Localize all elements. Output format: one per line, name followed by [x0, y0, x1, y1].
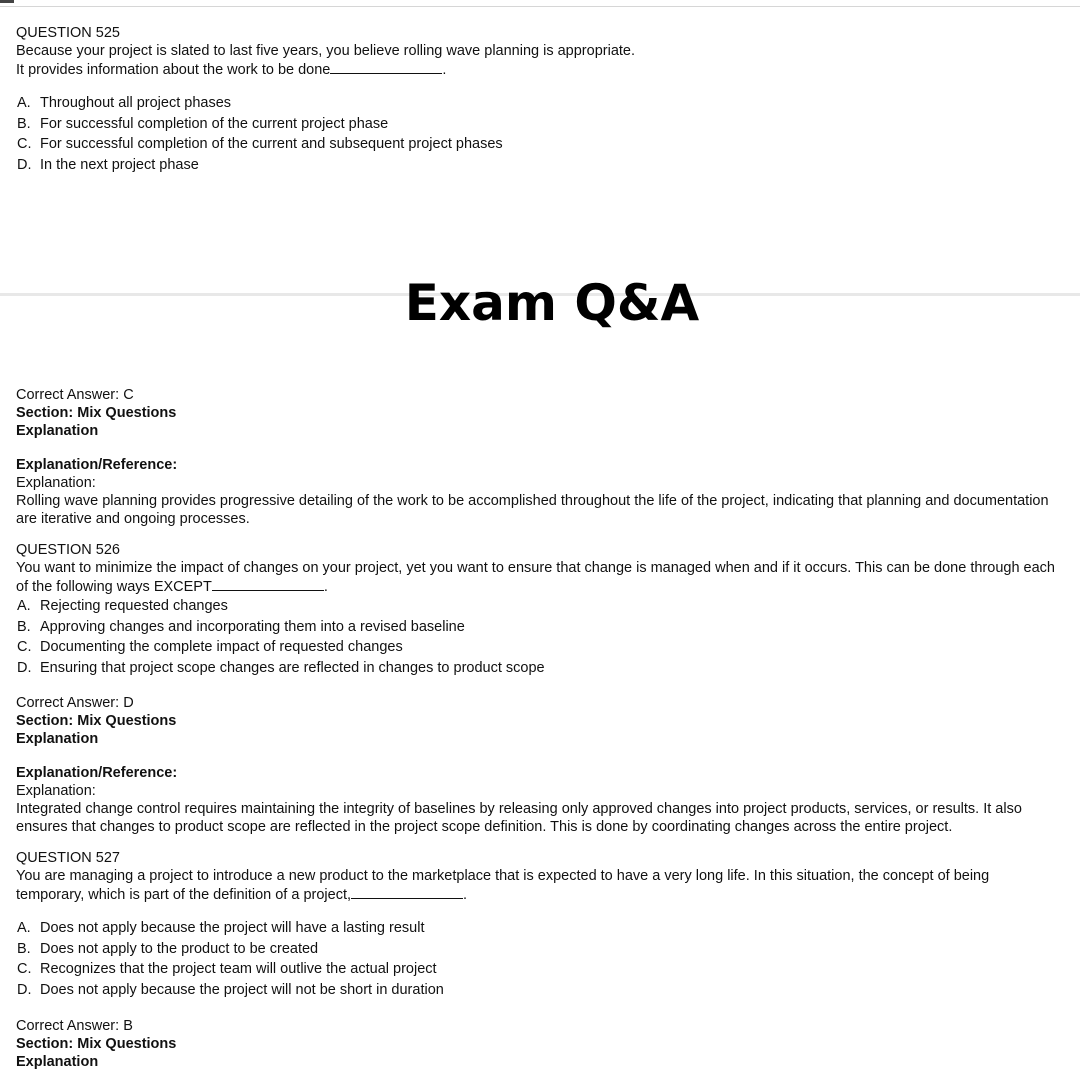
question-title: QUESTION 526 [16, 542, 120, 558]
top-page-border [0, 6, 1080, 7]
option-a [16, 93, 1066, 114]
correct-answer-value: B [123, 1017, 133, 1034]
option-letter: D. [17, 982, 32, 999]
explanation-heading: Explanation [16, 1053, 99, 1070]
section-value: Mix Questions [77, 713, 177, 729]
option-b [16, 939, 1066, 960]
option-d [16, 980, 1066, 1001]
option-letter: D. [17, 660, 32, 677]
answer-blank [351, 885, 463, 899]
section-label: Section: [16, 405, 74, 421]
option-letter: C. [17, 639, 32, 656]
answer-526 [16, 694, 1066, 836]
option-list [16, 918, 1066, 1001]
watermark-title: Exam Q&A [404, 274, 700, 332]
section [16, 712, 1066, 730]
correct-answer [16, 694, 1066, 712]
section-label: Section: [16, 1035, 74, 1052]
correct-answer-label: Correct Answer: [16, 1017, 120, 1034]
question-text-span: You are managing a project to introduce a new product to the marketplace that is expected to have a very long life. In this situation, the concept of being temporary, which is part of the definition of a project, [16, 868, 990, 903]
correct-answer-value: C [123, 387, 134, 403]
option-c [16, 959, 1066, 980]
option-letter: A. [17, 920, 31, 936]
option-text: Approving changes and incorporating them into a revised baseline [40, 618, 465, 635]
section-value: Mix Questions [77, 405, 177, 421]
option-b [16, 114, 1066, 135]
option-a [16, 596, 1066, 617]
question-text-span: It provides information about the work to be done [16, 62, 331, 78]
question-title: QUESTION 527 [16, 850, 120, 866]
explanation-heading: Explanation [16, 731, 99, 747]
answer-blank [212, 577, 324, 591]
explanation-heading: Explanation [16, 423, 99, 439]
option-text: Does not apply because the project will not be short in duration [40, 982, 444, 999]
option-text: In the next project phase [40, 157, 199, 174]
option-letter: D. [17, 157, 32, 174]
correct-answer [16, 386, 1066, 404]
option-text: For successful completion of the current project phase [40, 115, 389, 132]
reference-heading: Explanation/Reference: [16, 765, 178, 781]
question-text-line-1: Because your project is slated to last five years, you believe rolling wave planning is appropriate. [16, 43, 636, 59]
question-527 [16, 849, 1066, 1071]
explanation-text: Integrated change control requires maintaining the integrity of baselines by releasing only approved changes into project products, services, or results. It also ensures that changes to product scope are reflected in the project scope definition. This is done by coordinating changes across the entire project. [16, 801, 1022, 835]
correct-answer [16, 1017, 1066, 1035]
question-525 [16, 24, 1066, 176]
option-text: Rejecting requested changes [40, 598, 228, 614]
question-526 [16, 541, 1066, 679]
question-title: QUESTION 525 [16, 25, 120, 41]
option-c [16, 637, 1066, 658]
option-c [16, 134, 1066, 155]
option-letter: B. [17, 618, 31, 635]
option-list [16, 93, 1066, 176]
answer-525 [16, 386, 1066, 528]
reference-heading: Explanation/Reference: [16, 457, 178, 473]
option-text: Ensuring that project scope changes are reflected in changes to product scope [40, 660, 545, 677]
page-corner-mark [0, 0, 14, 3]
answer-blank [330, 60, 442, 74]
explanation-text: Rolling wave planning provides progressive detailing of the work to be accomplished throughout the life of the project, indicating that planning and documentation are iterative and ongoing processes. [16, 493, 1049, 527]
correct-answer-value: D [123, 695, 134, 711]
correct-answer-label: Correct Answer: [16, 695, 120, 711]
option-d [16, 658, 1066, 679]
section [16, 1035, 1066, 1053]
section [16, 404, 1066, 422]
explanation-label: Explanation: [16, 475, 96, 491]
correct-answer-label: Correct Answer: [16, 387, 120, 403]
option-letter: B. [17, 940, 31, 957]
question-text-span: You want to minimize the impact of changes on your project, yet you want to ensure that change is managed when and if it occurs. This can be done through each of the following ways EXCEPT [16, 560, 1055, 595]
option-letter: C. [17, 961, 32, 978]
option-list [16, 596, 1066, 679]
option-d [16, 155, 1066, 176]
question-text-line-2: It provides information about the work to be done . [16, 62, 447, 78]
question-text: You are managing a project to introduce a new product to the marketplace that is expected to have a very long life. In this situation, the concept of being temporary, which is part of the definition of a project, . [16, 868, 990, 903]
option-a [16, 918, 1066, 939]
option-text: Recognizes that the project team will outlive the actual project [40, 961, 437, 978]
option-text: Does not apply because the project will have a lasting result [40, 920, 425, 936]
question-text: You want to minimize the impact of changes on your project, yet you want to ensure that change is managed when and if it occurs. This can be done through each of the following ways EXCEPT . [16, 560, 1055, 595]
option-text: Does not apply to the product to be created [40, 940, 319, 957]
option-text: Throughout all project phases [40, 95, 232, 111]
section-value: Mix Questions [77, 1035, 177, 1052]
option-b [16, 617, 1066, 638]
option-letter: A. [17, 95, 31, 111]
option-letter: B. [17, 115, 31, 132]
option-letter: A. [17, 598, 31, 614]
option-text: For successful completion of the current and subsequent project phases [40, 136, 503, 153]
section-label: Section: [16, 713, 74, 729]
option-text: Documenting the complete impact of requested changes [40, 639, 403, 656]
explanation-label: Explanation: [16, 783, 96, 799]
option-letter: C. [17, 136, 32, 153]
